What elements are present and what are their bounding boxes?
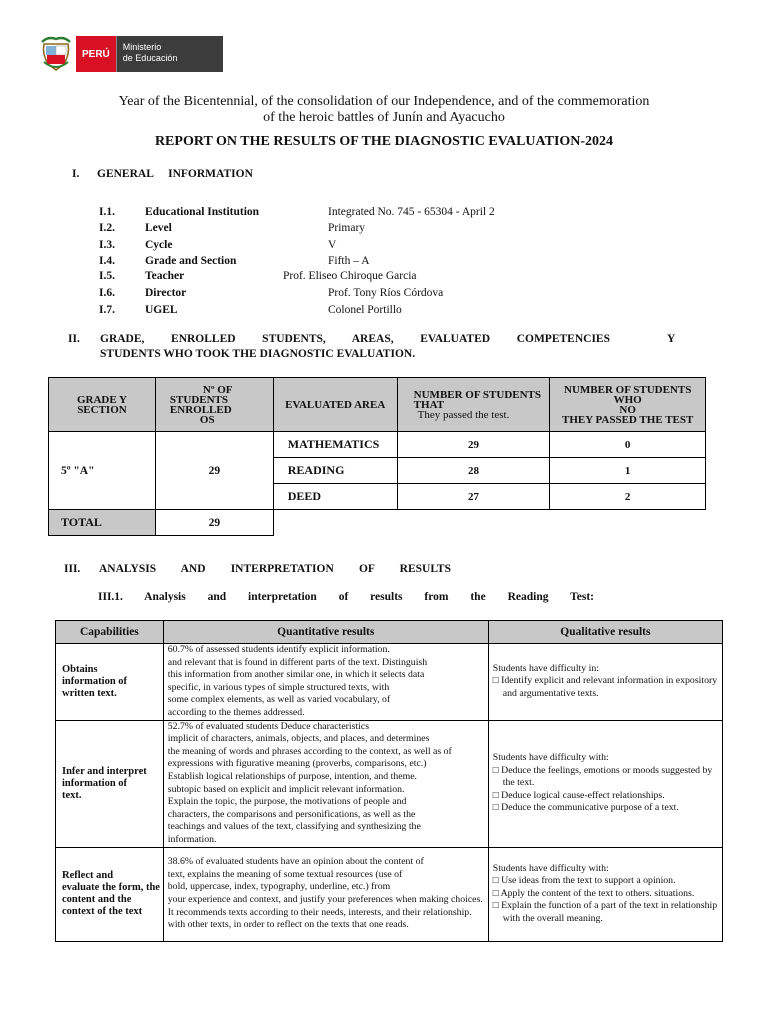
checkbox-bullet-icon: □ <box>492 789 502 801</box>
section-2-number: II. <box>68 333 80 345</box>
enrollment-table <box>48 377 706 536</box>
header-qualitative: Qualitative results <box>488 621 722 644</box>
qualitative-item: □ Apply the content of the text to others. situations. <box>492 887 695 899</box>
checkbox-bullet-icon: □ <box>492 900 502 912</box>
table-row <box>56 847 723 941</box>
info-number: I.5. <box>99 270 115 282</box>
info-number: I.3. <box>99 239 115 251</box>
section-3-number: III. <box>64 563 81 575</box>
header-quantitative: Quantitative results <box>163 621 488 644</box>
qualitative-item: □ Deduce the feelings, emotions or moods suggested by the text. <box>492 764 713 789</box>
info-number: I.2. <box>99 222 115 234</box>
info-number: I.1. <box>99 206 115 218</box>
header-enrolled: Nº OF STUDENTS ENROLLED OS <box>155 378 273 432</box>
info-label: UGEL <box>145 304 178 316</box>
qualitative-cell: Students have difficulty with: □ Use ideas from the text to support a opinion. □ Apply the content of the text to others. situations. □ Explain the function of a part of the text in relationship with the overall meaning. <box>488 847 722 941</box>
header-area: EVALUATED AREA <box>273 378 397 432</box>
section-1-number: I. <box>72 168 80 180</box>
info-number: I.4. <box>99 255 115 267</box>
header-capabilities: Capabilities <box>56 621 164 644</box>
year-heading: Year of the Bicentennial, of the consolidation of our Independence, and of the commemoration of the heroic battles of Junín and Ayacucho <box>118 94 650 125</box>
capability-cell: Infer and interpret information of text. <box>56 720 164 847</box>
qualitative-item: □ Explain the function of a part of the text in relationship with the overall meaning. <box>492 900 718 924</box>
info-label: Level <box>145 222 172 234</box>
info-value: Prof. Tony Ríos Córdova <box>328 287 444 299</box>
info-value: Integrated No. 745 - 65304 - April 2 <box>328 206 495 218</box>
qualitative-item: □ Deduce logical cause-effect relationships. <box>492 789 665 801</box>
peru-label: PERÚ <box>76 36 116 72</box>
info-number: I.6. <box>99 287 115 299</box>
info-value: V <box>328 239 337 251</box>
info-label: Grade and Section <box>145 255 237 267</box>
info-value: Colonel Portillo <box>328 304 402 316</box>
not-passed-cell: 1 <box>550 458 706 484</box>
not-passed-cell: 2 <box>550 484 706 510</box>
quantitative-cell: 38.6% of evaluated students have an opinion about the content of text, explains the meaning of some textual resources (use of bold, uppercase, index, typography, underline, etc.) from your experience and context, and justify your preferences when making choices. It recommends texts according to their needs, interests, and their relationship. with other texts, in order to reflect on the texts that one reads. <box>163 847 488 941</box>
capability-cell: Obtains information of written text. <box>56 644 164 721</box>
header-not-passed: NUMBER OF STUDENTS WHO NO THEY PASSED THE TEST <box>550 378 706 432</box>
info-value: Fifth – A <box>328 255 370 267</box>
passed-cell: 27 <box>397 484 550 510</box>
checkbox-bullet-icon: □ <box>492 875 502 887</box>
info-label: Director <box>145 287 187 299</box>
header-grade: GRADE Y SECTION <box>49 378 156 432</box>
passed-cell: 29 <box>397 432 550 458</box>
qualitative-item: □ Use ideas from the text to support a opinion. <box>492 875 676 887</box>
info-label: Cycle <box>145 239 173 251</box>
not-passed-cell: 0 <box>550 432 706 458</box>
total-label: TOTAL <box>49 510 156 536</box>
section-2-title-end: Y <box>667 333 676 345</box>
header-passed: NUMBER OF STUDENTS THAT They passed the test. <box>397 378 550 432</box>
checkbox-bullet-icon: □ <box>492 802 502 814</box>
quantitative-cell: 60.7% of assessed students identify explicit information. and relevant that is found in different parts of the text. Distinguish this information from another similar one, in which it selects data specific, in various types of simple structured texts, with some complex elements, as well as varied vocabulary, of according to the themes addressed. <box>163 644 488 721</box>
coat-of-arms-icon <box>40 36 72 72</box>
ministry-label: Ministerio de Educación <box>116 36 223 72</box>
reading-analysis-table <box>55 620 723 942</box>
area-cell: READING <box>273 458 397 484</box>
section-2-title-line1: GRADE, ENROLLED STUDENTS, AREAS, EVALUATED COMPETENCIES <box>100 333 610 345</box>
table-row <box>56 644 723 721</box>
info-number: I.7. <box>99 304 115 316</box>
table-row <box>56 720 723 847</box>
section-1-title: GENERAL INFORMATION <box>97 168 253 180</box>
info-value: Prof. Eliseo Chiroque Garcia <box>283 270 417 282</box>
report-title: REPORT ON THE RESULTS OF THE DIAGNOSTIC EVALUATION-2024 <box>154 134 614 149</box>
info-label: Teacher <box>145 270 185 282</box>
qualitative-item: □ Identify explicit and relevant information in expository and argumentative texts. <box>492 675 718 700</box>
checkbox-bullet-icon: □ <box>492 887 501 899</box>
section-2-title-line2: STUDENTS WHO TOOK THE DIAGNOSTIC EVALUATION. <box>100 348 416 360</box>
section-3-subtitle: III.1. Analysis and interpretation of results from the Reading Test: <box>98 591 594 603</box>
capability-cell: Reflect and evaluate the form, the content and the context of the text <box>56 847 164 941</box>
qualitative-cell: Students have difficulty in: □ Identify explicit and relevant information in expository and argumentative texts. <box>488 644 722 721</box>
info-value: Primary <box>328 222 366 234</box>
area-cell: DEED <box>273 484 397 510</box>
passed-cell: 28 <box>397 458 550 484</box>
qualitative-item: □ Deduce the communicative purpose of a text. <box>492 802 679 814</box>
checkbox-bullet-icon: □ <box>492 764 502 776</box>
area-cell: MATHEMATICS <box>273 432 397 458</box>
section-3-title: ANALYSIS AND INTERPRETATION OF RESULTS <box>99 563 451 575</box>
info-label: Educational Institution <box>145 206 260 218</box>
quantitative-cell: 52.7% of evaluated students Deduce characteristics implicit of characters, animals, objects, and places, and determines the meaning of words and phrases according to the context, as well as of expressions with figurative meaning (proverbs, comparisons, etc.) Establish logical relationships of purpose, intention, and theme. subtopic based on explicit and implicit relevant information. Explain the topic, the purpose, the motivations of people and characters, the comparisons and personifications, as well as the teachings and values of the text, classifying and synthesizing the information. <box>163 720 488 847</box>
total-value: 29 <box>155 510 273 536</box>
minedu-logo <box>40 36 223 72</box>
qualitative-cell: Students have difficulty with: □ Deduce the feelings, emotions or moods suggested by the text. □ Deduce logical cause-effect relationships. □ Deduce the communicative purpose of a text. <box>488 720 722 847</box>
checkbox-bullet-icon: □ <box>492 675 502 687</box>
enrolled-cell: 29 <box>155 432 273 510</box>
grade-cell: 5º "A" <box>49 432 156 510</box>
